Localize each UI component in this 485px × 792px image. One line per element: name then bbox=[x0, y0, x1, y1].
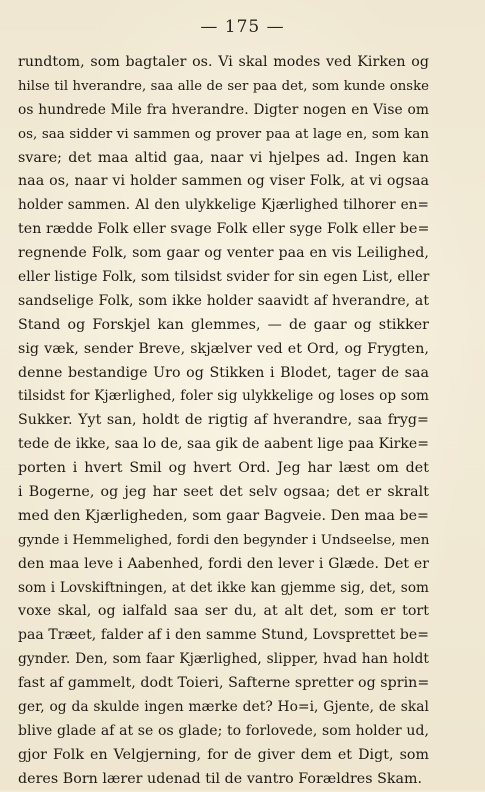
text-line: ger, og da skulde ingen mærke det? Ho=i, Gjente, de skal bbox=[18, 699, 429, 716]
text-line: ten rædde Folk eller svage Folk eller syge Folk eller be= bbox=[18, 221, 430, 238]
text-line: Stand og Forskjel kan glemmes, — de gaar og stikker bbox=[18, 316, 429, 333]
text-line: gynde i Hemmelighed, fordi den begynder i Undseelse, men bbox=[18, 532, 430, 548]
text-line: gynder. Den, som faar Kjærlighed, slipper, hvad han holdt bbox=[18, 651, 429, 668]
text-line: paa Træet, falder af i den samme Stund, Lovsprettet be= bbox=[18, 627, 429, 644]
text-line-last: deres Born lærer udenad til de vantro Forældres Skam. bbox=[18, 770, 423, 787]
text-line: gjor Folk en Velgjerning, for de giver dem et Digt, som bbox=[18, 746, 429, 763]
text-line: rundtom, som bagtaler os. Vi skal modes ved Kirken og bbox=[18, 54, 429, 70]
text-line: i Bogerne, og jeg har seet det selv ogsaa; det er skralt bbox=[18, 484, 429, 501]
text-line: tede de ikke, saa lo de, saa gik de aabent lige paa Kirke= bbox=[18, 436, 429, 453]
text-line: med den Kjærligheden, som gaar Bagveie. Den maa be= bbox=[18, 507, 429, 524]
text-line: den maa leve i Aabenhed, fordi den lever i Glæde. Det er bbox=[18, 555, 429, 572]
text-line: os hundrede Mile fra hverandre. Digter nogen en Vise om bbox=[18, 101, 429, 118]
text-line: tilsidst for Kjærlighed, foler sig ulykkelige og loses op som bbox=[18, 388, 429, 405]
text-line: naa os, naar vi holder sammen og viser Folk, at vi ogsaa bbox=[18, 173, 429, 190]
page-number: — 175 — bbox=[200, 17, 285, 37]
text-line: blive glade af at se os glade; to forlovede, som holder ud, bbox=[18, 722, 429, 739]
text-line: sig væk, sender Breve, skjælver ved et Ord, og Frygten, bbox=[18, 340, 429, 357]
text-line: svare; det maa altid gaa, naar vi hjelpes ad. Ingen kan bbox=[18, 149, 429, 166]
text-line: os, saa sidder vi sammen og prover paa at lage en, som kan bbox=[18, 126, 429, 142]
text-line: fast af gammelt, dodt Toieri, Safterne spretter og sprin= bbox=[18, 675, 430, 692]
text-line: som i Lovskiftningen, at det ikke kan gjemme sig, det, som bbox=[18, 579, 429, 596]
text-line: holder sammen. Al den ulykkelige Kjærlighed tilhorer en= bbox=[18, 197, 429, 214]
text-line: eller listige Folk, som tilsidst svider for sin egen List, eller bbox=[18, 269, 430, 286]
text-line: Sukker. Yyt san, holdt de rigtig af hverandre, saa fryg= bbox=[18, 412, 429, 429]
text-line: hilse til hverandre, saa alle de ser paa det, som kunde onske bbox=[18, 78, 429, 94]
text-line: regnende Folk, som gaar og venter paa en vis Leilighed, bbox=[18, 245, 429, 262]
text-line: sandselige Folk, som ikke holder saavidt af hverandre, at bbox=[18, 292, 429, 309]
text-line: voxe skal, og ialfald saa ser du, at alt det, som er tort bbox=[18, 603, 429, 620]
body-text bbox=[18, 51, 429, 792]
text-line: denne bestandige Uro og Stikken i Blodet, tager de saa bbox=[18, 364, 429, 381]
text-line: porten i hvert Smil og hvert Ord. Jeg har læst om det bbox=[18, 460, 429, 477]
